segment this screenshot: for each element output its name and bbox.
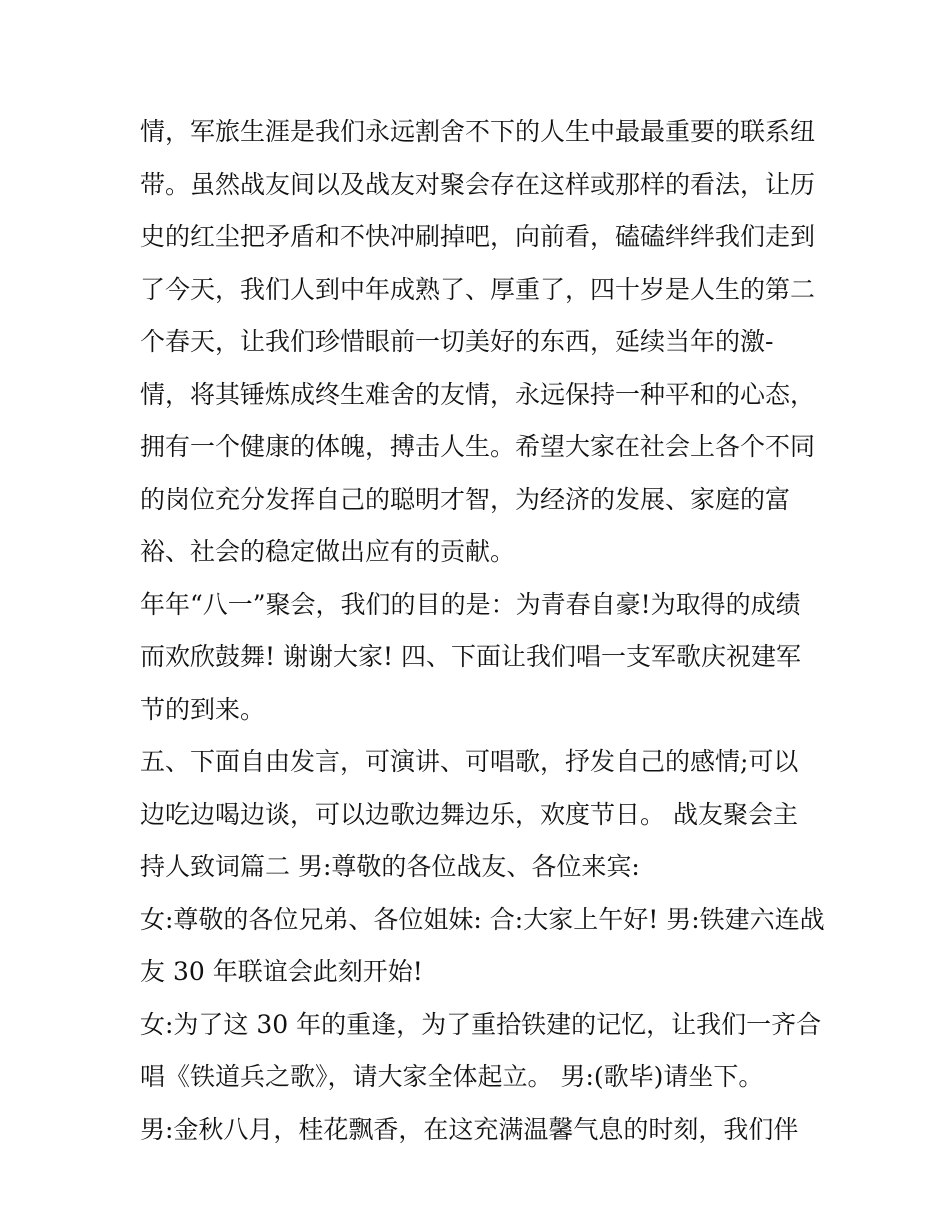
text-line: 年年“八一”聚会，我们的目的是：为青春自豪!为取得的成绩 [140, 589, 801, 619]
text-line: 情，军旅生涯是我们永远割舍不下的人生中最最重要的联系纽 [140, 117, 816, 146]
text-line: 节的到来。 [140, 694, 266, 724]
text-line: 而欢欣鼓舞! 谢谢大家! 四、下面让我们唱一支军歌庆祝建军 [140, 642, 801, 671]
text-line: 边吃边喝边谈，可以边歌边舞边乐，欢度节日。 战友聚会主 [140, 799, 798, 829]
text-line: 友 30 年联谊会此刻开始! [140, 957, 423, 986]
text-line: 拥有一个健康的体魄，搏击人生。希望大家在社会上各个不同 [140, 432, 816, 461]
text-line: 情，将其锤炼成终生难舍的友情，永远保持一种平和的心态， [140, 379, 816, 409]
text-line: 裕、社会的稳定做出应有的贡献。 [140, 537, 516, 566]
text-line: 男:金秋八月，桂花飘香，在这充满温馨气息的时刻，我们伴 [140, 1114, 799, 1144]
text-line: 女:为了这 30 年的重逢，为了重拾铁建的记忆，让我们一齐合 [140, 1009, 822, 1039]
text-line: 带。虽然战友间以及战友对聚会存在这样或那样的看法，让历 [140, 169, 816, 199]
text-line: 个春天，让我们珍惜眼前一切美好的东西，延续当年的激- [140, 327, 774, 356]
text-line: 史的红尘把矛盾和不快冲刷掉吧，向前看，磕磕绊绊我们走到 [140, 222, 816, 251]
text-line: 五、下面自由发言，可演讲、可唱歌，抒发自己的感情;可以 [140, 747, 799, 776]
text-line: 唱《铁道兵之歌》，请大家全体起立。 男:(歌毕)请坐下。 [140, 1062, 764, 1091]
text-line: 了今天，我们人到中年成熟了、厚重了，四十岁是人生的第二 [140, 274, 816, 304]
text-line: 的岗位充分发挥自己的聪明才智，为经济的发展、家庭的富 [140, 484, 791, 514]
document-body [140, 106, 825, 1156]
text-line: 女:尊敬的各位兄弟、各位姐妹: 合:大家上午好! 男:铁建六连战 [140, 904, 825, 934]
text-line: 持人致词篇二 男:尊敬的各位战友、各位来宾: [140, 852, 640, 881]
